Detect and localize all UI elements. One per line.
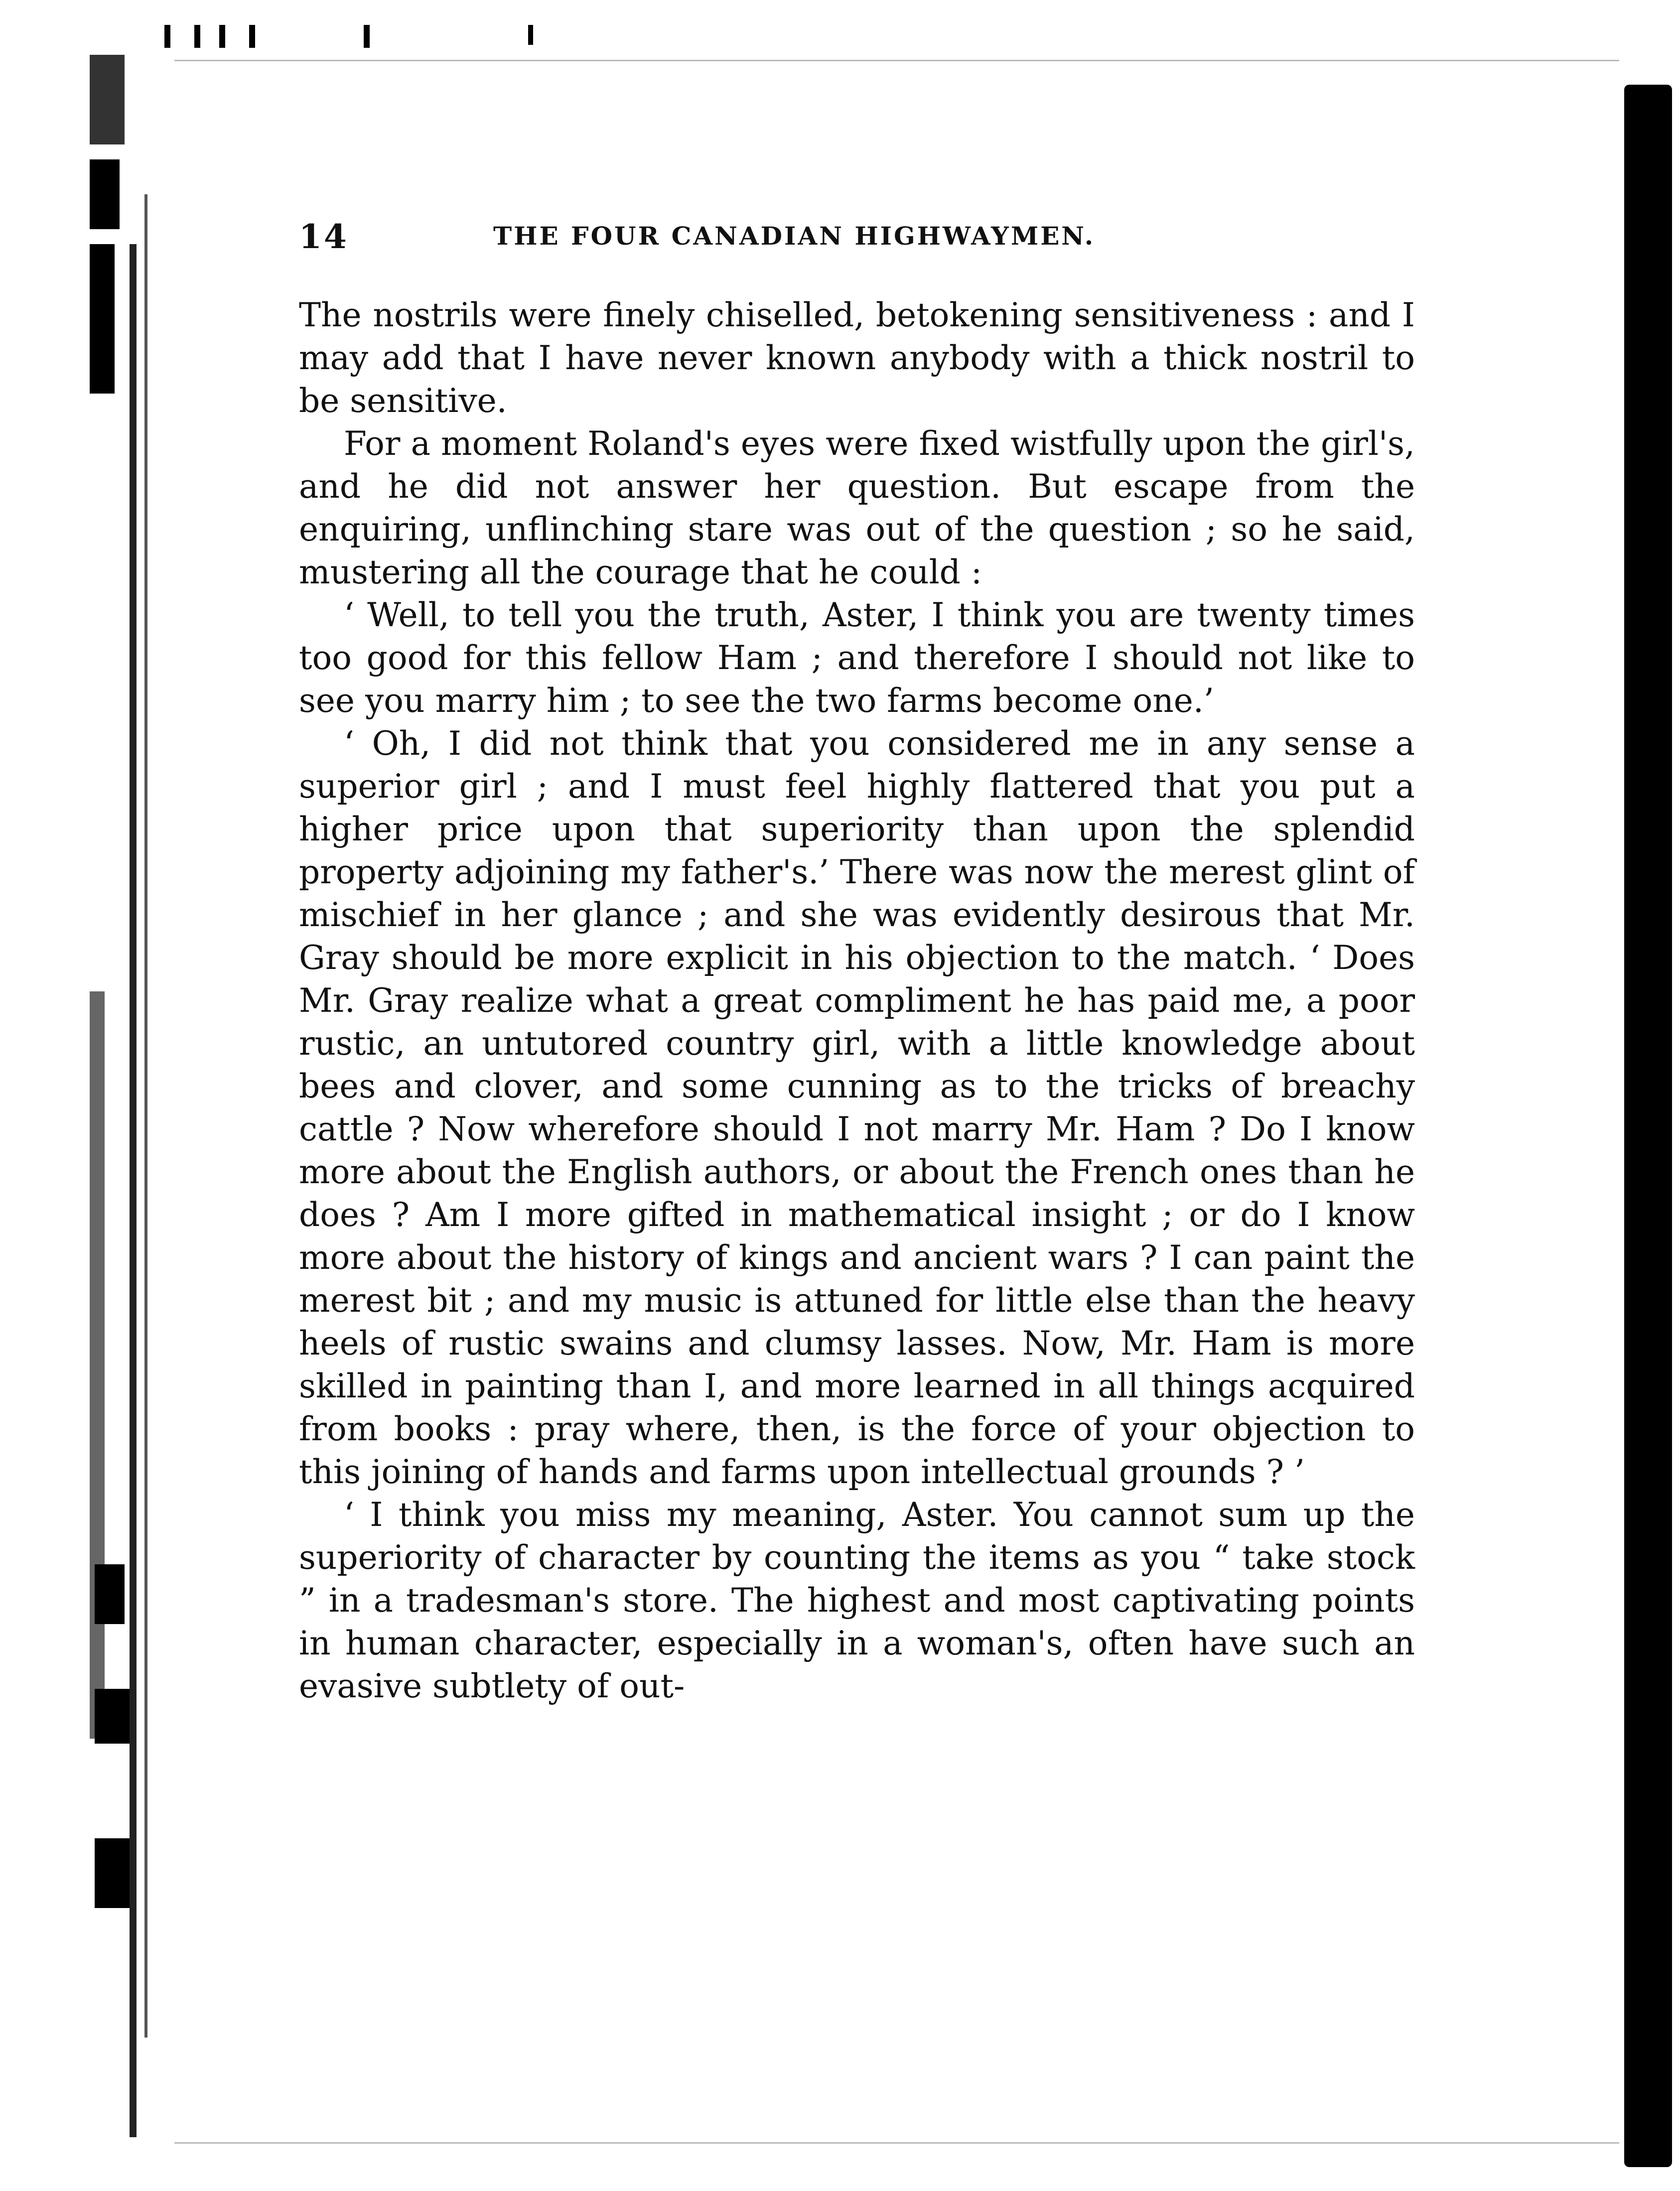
scan-left-gutter bbox=[85, 45, 169, 2137]
paragraph: For a moment Roland's eyes were fixed wistfully upon the girl's, and he did not answer her question. But escape from the enquiring, unflinching stare was out of the question ; so he said, mustering all the courage that he could : bbox=[299, 424, 1415, 591]
running-title: THE FOUR CANADIAN HIGHWAYMEN. bbox=[493, 221, 1096, 251]
book-page bbox=[299, 214, 1415, 1708]
running-head bbox=[299, 214, 1415, 259]
paragraph: ‘ Well, to tell you the truth, Aster, I think you are twenty times too good for this fellow Ham ; and therefore I should not like to see you marry him ; to see the two farms become one.’ bbox=[299, 596, 1415, 720]
paragraph: ‘ I think you miss my meaning, Aster. You cannot sum up the superiority of character by counting the items as you “ take stock ” in a tradesman's store. The highest and most captivating points in human character, especially in a woman's, often have such an evasive subtlety of out- bbox=[299, 1496, 1415, 1705]
scan-right-edge bbox=[1624, 85, 1672, 2167]
paragraph: ‘ Oh, I did not think that you considered me in any sense a superior girl ; and I must feel highly flattered that you put a higher price upon that superiority than upon the splendid property adjoining my father's.’ There was now the merest glint of mischief in her glance ; and she was evidently desirous that Mr. Gray should be more explicit in his objection to the match. ‘ Does Mr. Gray realize what a great compliment he has paid me, a poor rustic, an untutored country girl, with a little knowledge about bees and clover, and some cunning as to the tricks of breachy cattle ? Now wherefore should I not marry Mr. Ham ? Do I know more about the English authors, or about the French ones than he does ? Am I more gifted in mathematical insight ; or do I know more about the history of kings and ancient wars ? I can paint the merest bit ; and my music is attuned for little else than the heavy heels of rustic swains and clumsy lasses. Now, Mr. Ham is more skilled in painting than I, and more learned in all things acquired from books : pray where, then, is the force of your objection to this joining of hands and farms upon intellectual grounds ? ’ bbox=[299, 724, 1415, 1491]
scan-noise-top bbox=[174, 60, 1619, 61]
scan-noise-bottom bbox=[174, 2142, 1619, 2144]
page-number: 14 bbox=[299, 217, 349, 256]
body-text bbox=[299, 294, 1415, 1708]
paragraph: The nostrils were finely chiselled, betokening sensitiveness : and I may add that I have never known anybody with a thick nostril to be sensitive. bbox=[299, 296, 1415, 420]
scan-top-marks bbox=[164, 25, 563, 55]
